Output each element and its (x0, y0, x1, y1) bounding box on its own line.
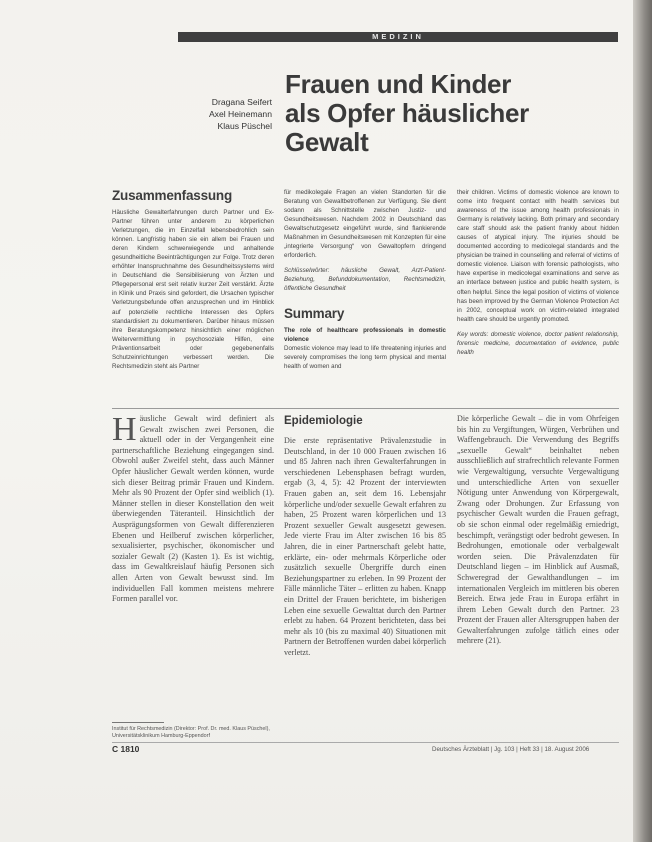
drop-cap: H (112, 414, 137, 448)
zusammenfassung-heading: Zusammenfassung (112, 188, 233, 203)
summary-subhead: The role of healthcare professionals in domestic violence (284, 326, 446, 343)
affiliation-footnote: Institut für Rechtsmedizin (Direktor: Prof. Dr. med. Klaus Püschel), Universitätsklinikum Hamburg-Eppendorf (112, 726, 270, 739)
zusammenfassung-column (112, 188, 274, 386)
summary-text: Domestic violence may lead to life threatening injuries and severely compromises the long term physical and mental health of women and (284, 344, 446, 370)
author-3: Klaus Püschel (217, 121, 272, 132)
zusammenfassung-continued: für medikolegale Fragen an vielen Standorten für die Beratung von Gewaltbetroffenen zur Verfügung. Sie dient sodann als Schnittstelle zwischen Justiz- und Gesundheitswesen. Nachdem 2002 in Deutschland das Gewaltschutzgesetz eingeführt wurde, sind flankierende Maßnahmen im Gesundheitswesen mit Konzepten für eine „integrierte Versorgung“ von Gewaltopfern dringend erforderlich. (284, 189, 446, 260)
summary-heading: Summary (284, 305, 345, 321)
schluesselwoerter: Schlüsselwörter: häusliche Gewalt, Arzt-Patient-Beziehung, Befunddokumentation, Rechtsmedizin, öffentliche Gesundheit (284, 267, 446, 293)
body-column-1 (112, 414, 274, 718)
article-title (285, 70, 615, 157)
page-number: C 1810 (112, 744, 140, 754)
summary-continued: their children. Victims of domestic violence are known to come into frequent contact with health services but awareness of the issue among health professionals in Germany is relatively lacking. Both primary and secondary care staff should ask the patient frankly about hidden causes of atypical injury. The injuries should be documented according to medicolegal standards and the physician be trained in counselling and referral of victims of domestic violence. Liaison with forensic pathologists, who have expertise in medicolegal examinations and serve as an interface between justice and public health system, is often helpful. Since the legal position of victims of violence has been improved by the German Violence Protection Act in 2002, conceptual work on victim-related integrated health care should be urgently promoted. (457, 189, 619, 323)
journal-citation: Deutsches Ärzteblatt | Jg. 103 | Heft 33 | 18. August 2006 (432, 746, 590, 753)
title-line-3: Gewalt (285, 127, 369, 157)
key-words: Key words: domestic violence, doctor patient relationship, forensic medicine, documentation of evidence, public health (457, 330, 619, 356)
author-1: Dragana Seifert (211, 97, 272, 107)
body-column-1-text: äusliche Gewalt wird definiert als Gewalt zwischen zwei Personen, die aktuell oder in der Vergangenheit eine partnerschaftliche Beziehung eingegangen sind. Obwohl außer Zweifel steht, dass auch Männer Opfer häuslicher Gewalt werden können, wurde sich dieser Beitrag primär Frauen und Kindern. Mehr als 90 Prozent der Opfer sind weiblich (1). Männer stellen in dieser Konstellation den weit überwiegenden Täteranteil. Hinsichtlich der Ausprägungsformen von Gewalt differenzieren Ebenen und Heilberuf zwischen körperlicher, sexualisierter, psychischer, ökonomischer und sozialer Gewalt (2) (Kasten 1). Es ist wichtig, dass im Gewaltkreislauf häufig Personen sich allen Arten von Gewalt bewusst sind. Im individuellen Fall kommen meistens mehrere Formen parallel vor. (112, 414, 274, 604)
body-column-3-text: Die körperliche Gewalt – die in vom Ohrfeigen bis hin zu Vergiftungen, Würgen, Verbrühen und Waffengebrauch. Die Verwendung des Begriffs „sexuelle Gewalt“ beinhaltet neben ausschließlich auf strafrechtlich relevante Formen wie Vergewaltigung, versuchte Vergewaltigung und unterschiedliche Arten von sexueller Nötigung unter Anwendung von Körpergewalt, Zwang oder Drohungen. Zur Erfassung von psychischer Gewalt wurden die Frauen gefragt, ob sie schon einmal oder regelmäßig erniedrigt, beschimpft, verängstigt oder bedroht gewesen. In Bedrohungen, emotionale oder verbalgewalt worden seien. Die Prävalenzdaten für Deutschland liegen – im Hinblick auf Ausmaß, Schweregrad der Gewalthandlungen – im internationalen Vergleich im mittleren bis oberen Bereich. Etwa jede Frau in Europa erfährt in ihrem Leben Gewalt durch den Partner. 23 Prozent der Frauen aller Altersgruppen haben der Gewalterfahrungen zufolge tätlich eines oder mehrere (21). (457, 414, 619, 646)
zusammenfassung-text: Häusliche Gewalterfahrungen durch Partner und Ex-Partner führen unter anderem zu körperlichen Verletzungen, die im Einzelfall lebensbedrohlich sein können. Langfristig haben sie ein allem bei Frauen und deren Kindern schwerwiegende und anhaltende gesundheitliche Beeinträchtigungen zur Folge. Trotz deren erhöhter Inanspruchnahme des Gesundheitssystems wird in Deutschland die Sensibilisierung von Ärzten und Pflegepersonal erst seit relativ kurzer Zeit verstärkt. Ärzte in Klinik und Praxis sind gefordert, die Ursachen typischer Verletzungsbefunde offen anzusprechen und im Hinblick auf potenzielle rechtliche Interessen des Opfers standardisiert zu dokumentieren. Darüber hinaus müssen ihre Beratungskompetenz hinsichtlich einer möglichen Weitervermittlung in psychosoziale Hilfen, eine Präventionsarbeit oder gegebenenfalls Schutzeinrichtungen verbessert werden. Die Rechtsmedizin steht als Partner (112, 209, 274, 370)
author-list (180, 96, 272, 133)
epidemiologie-text: Die erste repräsentative Prävalenzstudie in Deutschland, in der 10 000 Frauen zwischen 16 und 85 Jahren nach ihren Gewalterfahrungen in verschiedenen Lebensphasen befragt wurden, ergab (3, 4, 5): 42 Prozent der interviewten Frauen gaben an, seit dem 16. Lebensjahr körperliche und/oder sexuelle Gewalt erfahren zu haben, 25 Prozent waren körperlichen und 13 Prozent sexueller Gewalt ausgesetzt gewesen. Jede vierte Frau im Alter zwischen 16 bis 85 Jahren, die in einer Partnerschaft gelebt hatte, erklärte, ein- oder mehrmals Körperliche oder zusätzlich sexuelle Übergriffe durch einen Beziehungspartner zu erleben. In 99 Prozent der Fälle männliche Täter – erlitten zu haben. Knapp ein Drittel der Frauen berichtete, im bisherigen Leben eine sexuelle Gewalttat durch den Partner erlebt zu haben. 64 Prozent berichteten, dass bei mehr als 10 (bis zu maximal 40) Situationen mit Partnern der Betroffenen wurden dabei körperlich verletzt. (284, 436, 446, 657)
abstract-right-column (457, 188, 619, 398)
author-2: Axel Heinemann (208, 109, 272, 120)
title-line-2: als Opfer häuslicher (285, 98, 529, 128)
section-band: MEDIZIN (178, 32, 618, 42)
epidemiologie-heading: Epidemiologie (284, 415, 363, 427)
title-line-1: Frauen und Kinder (285, 69, 512, 99)
abstract-divider (112, 408, 619, 409)
footer-rule (112, 742, 619, 743)
footnote-rule (112, 722, 164, 723)
body-column-2 (284, 436, 446, 736)
book-binding-edge (633, 0, 652, 842)
abstract-middle-column (284, 188, 446, 398)
body-column-3 (457, 414, 619, 736)
